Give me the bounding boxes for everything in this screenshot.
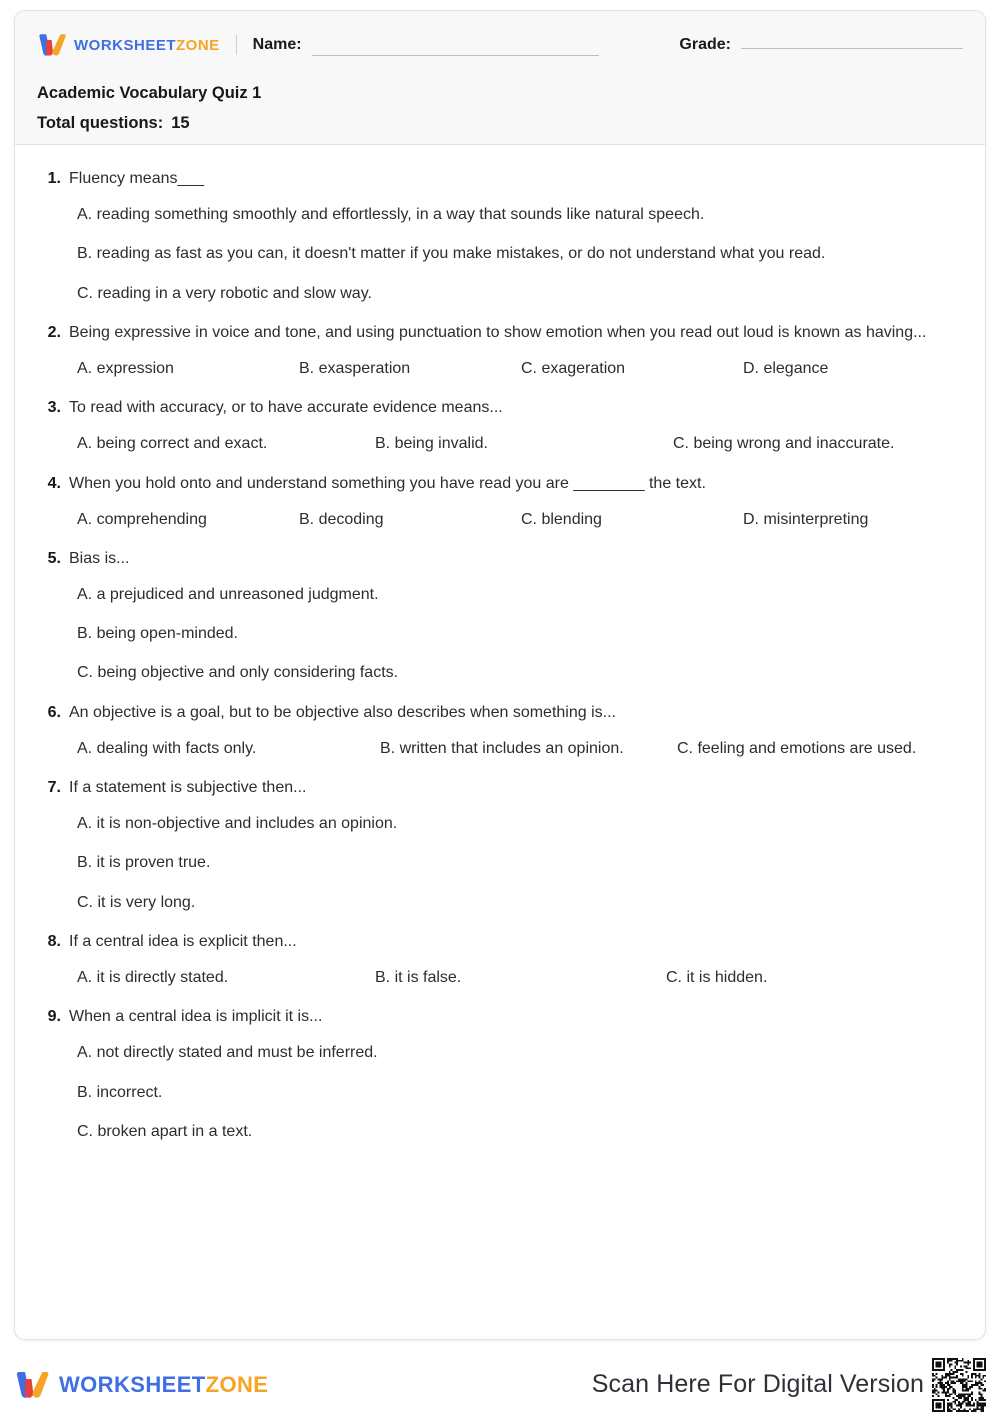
- answer-option[interactable]: C. feeling and emotions are used.: [677, 739, 917, 757]
- answer-option[interactable]: D. elegance: [743, 359, 829, 377]
- question-block: [41, 930, 959, 989]
- answer-option[interactable]: C. it is very long.: [77, 893, 196, 911]
- answer-option[interactable]: B. it is false.: [375, 968, 462, 986]
- answer-option[interactable]: A. being correct and exact.: [77, 435, 268, 453]
- brand-worksheet-text: WORKSHEET: [74, 36, 176, 54]
- question-text: Bias is...: [69, 549, 130, 567]
- answer-option[interactable]: C. exageration: [521, 359, 626, 377]
- question-line: [41, 1005, 959, 1028]
- footer-brand: [14, 1368, 268, 1402]
- name-label: Name:: [252, 36, 302, 53]
- question-number: 5.: [47, 549, 61, 567]
- question-number: 8.: [47, 932, 61, 950]
- question-text: An objective is a goal, but to be objective also describes when something is...: [69, 703, 616, 721]
- answer-options: [77, 357, 959, 380]
- worksheetzone-w-logo-icon: [37, 31, 67, 59]
- question-block: [41, 776, 959, 914]
- worksheet-header: [15, 11, 985, 145]
- question-number: 1.: [47, 170, 61, 187]
- question-number: 4.: [47, 474, 61, 492]
- question-block: [41, 1005, 959, 1143]
- worksheet-card: [14, 10, 986, 1340]
- answer-option[interactable]: C. reading in a very robotic and slow way.: [77, 284, 372, 302]
- answer-option[interactable]: B. it is proven true.: [77, 854, 211, 872]
- qr-code-icon[interactable]: [932, 1358, 986, 1412]
- question-number: 3.: [47, 399, 61, 417]
- worksheetzone-w-logo-icon: [14, 1368, 50, 1402]
- question-block: [41, 167, 959, 305]
- header-row: [37, 29, 963, 61]
- answer-option[interactable]: A. a prejudiced and unreasoned judgment.: [77, 586, 379, 604]
- answer-option[interactable]: A. expression: [77, 359, 174, 377]
- question-block: [41, 547, 959, 685]
- total-questions: [37, 111, 963, 137]
- grade-group: [679, 36, 963, 54]
- worksheet-footer: [0, 1355, 1000, 1414]
- answer-option[interactable]: B. being open-minded.: [77, 625, 238, 643]
- footer-brand-wordmark: [59, 1372, 268, 1398]
- answer-option[interactable]: A. it is non-objective and includes an opinion.: [77, 815, 398, 833]
- grade-input[interactable]: [741, 48, 963, 49]
- grade-label: Grade:: [679, 36, 731, 53]
- answer-option[interactable]: C. being wrong and inaccurate.: [673, 435, 895, 453]
- question-number: 6.: [47, 703, 61, 721]
- question-line: [41, 167, 959, 190]
- answer-option[interactable]: B. decoding: [299, 510, 384, 528]
- question-text: If a statement is subjective then...: [69, 779, 307, 796]
- footer-brand-zone-text: ZONE: [205, 1371, 269, 1397]
- answer-option[interactable]: B. exasperation: [299, 359, 411, 377]
- answer-option[interactable]: B. reading as fast as you can, it doesn't matter if you make mistakes, or do not understand what you read.: [77, 245, 826, 263]
- page-title: Academic Vocabulary Quiz 1: [37, 84, 262, 102]
- question-block: [41, 321, 959, 380]
- answer-option[interactable]: A. it is directly stated.: [77, 968, 229, 986]
- question-line: [41, 547, 959, 570]
- answer-options: [77, 1041, 959, 1143]
- question-text: If a central idea is explicit then...: [69, 932, 297, 950]
- question-line: [41, 776, 959, 799]
- answer-options: [77, 966, 959, 989]
- question-text: Fluency means___: [69, 170, 205, 187]
- title-block: [37, 81, 963, 136]
- answer-options: [77, 508, 959, 531]
- name-input[interactable]: [312, 55, 600, 56]
- question-text: When a central idea is implicit it is...: [69, 1008, 323, 1026]
- answer-option[interactable]: B. incorrect.: [77, 1083, 163, 1101]
- question-line: [41, 472, 959, 495]
- question-text: When you hold onto and understand something you have read you are ________ the text.: [69, 474, 706, 492]
- question-text: Being expressive in voice and tone, and using punctuation to show emotion when you read out loud is known as having...: [69, 323, 927, 341]
- answer-option[interactable]: D. misinterpreting: [743, 510, 869, 528]
- answer-option[interactable]: A. not directly stated and must be inferred.: [77, 1044, 378, 1062]
- answer-option[interactable]: C. blending: [521, 510, 602, 528]
- question-number: 9.: [47, 1008, 61, 1026]
- question-line: [41, 396, 959, 419]
- answer-option[interactable]: A. reading something smoothly and effortlessly, in a way that sounds like natural speech.: [77, 206, 705, 224]
- question-block: [41, 396, 959, 455]
- answer-option[interactable]: A. dealing with facts only.: [77, 739, 257, 757]
- answer-options: [77, 583, 959, 685]
- answer-options: [77, 737, 959, 760]
- question-block: [41, 472, 959, 531]
- answer-option[interactable]: C. being objective and only considering facts.: [77, 664, 399, 682]
- answer-option[interactable]: B. written that includes an opinion.: [380, 739, 624, 757]
- brand-wordmark: [74, 37, 220, 54]
- answer-option[interactable]: B. being invalid.: [375, 435, 488, 453]
- total-questions-label: Total questions:: [37, 113, 164, 132]
- answer-option[interactable]: C. it is hidden.: [666, 968, 768, 986]
- question-number: 7.: [47, 779, 61, 796]
- footer-brand-worksheet-text: WORKSHEET: [59, 1371, 206, 1397]
- answer-options: [77, 203, 959, 305]
- total-questions-value: 15: [171, 113, 190, 132]
- questions-list: [15, 145, 985, 1169]
- question-block: [41, 701, 959, 760]
- answer-options: [77, 432, 959, 455]
- question-text: To read with accuracy, or to have accurate evidence means...: [69, 399, 503, 417]
- question-number: 2.: [47, 323, 61, 341]
- header-divider: [236, 35, 237, 55]
- answer-options: [77, 812, 959, 914]
- answer-option[interactable]: A. comprehending: [77, 510, 207, 528]
- answer-option[interactable]: C. broken apart in a text.: [77, 1122, 253, 1140]
- question-line: [41, 930, 959, 953]
- question-line: [41, 701, 959, 724]
- scan-here-text: Scan Here For Digital Version: [591, 1370, 924, 1398]
- question-line: [41, 321, 959, 344]
- brand-zone-text: ZONE: [176, 36, 220, 54]
